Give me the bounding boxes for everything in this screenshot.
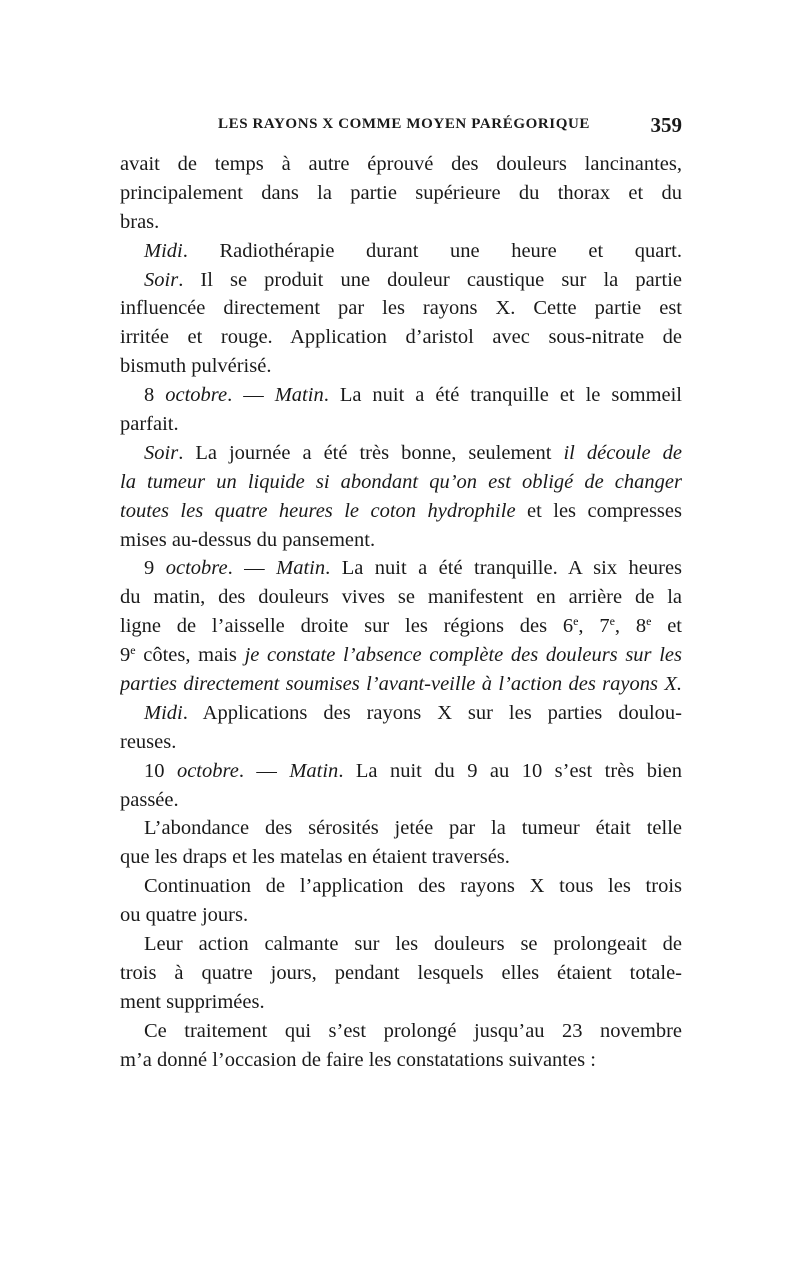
text-run: côtes, mais xyxy=(135,644,245,667)
italic-text: Midi xyxy=(144,701,183,724)
italic-text: Soir xyxy=(144,268,179,291)
body-text xyxy=(120,150,682,1075)
superscript: e xyxy=(573,614,579,629)
text-run: bismuth pulvérisé. xyxy=(120,355,272,378)
text-run: . Radiothérapie durant une heure et quart. xyxy=(182,239,682,262)
italic-text: toutes les quatre heures le coton hydrophile xyxy=(120,499,516,522)
text-line xyxy=(120,497,682,526)
superscript: e xyxy=(646,614,652,629)
text-line xyxy=(120,1017,682,1046)
text-run: ment supprimées. xyxy=(120,990,265,1013)
text-line xyxy=(120,410,682,439)
text-line xyxy=(120,468,682,497)
text-run: et les compresses xyxy=(515,499,682,522)
text-line xyxy=(120,814,682,843)
text-line xyxy=(120,237,682,266)
text-run: principalement dans la partie supérieure du thorax et du xyxy=(120,181,682,204)
text-run: 9 xyxy=(144,557,166,580)
text-run: , 8 xyxy=(614,615,647,638)
text-run: du matin, des douleurs vives se manifestent en arrière de la xyxy=(120,586,682,609)
text-run: Continuation de l’application des rayons X tous les trois xyxy=(144,875,682,898)
text-line xyxy=(120,641,682,670)
text-run: que les draps et les matelas en étaient traversés. xyxy=(120,846,510,869)
text-line xyxy=(120,323,682,352)
running-head xyxy=(120,113,682,140)
text-line xyxy=(120,699,682,728)
text-run: Ce traitement qui s’est prolongé jusqu’au 23 novembre xyxy=(144,1019,682,1042)
text-run: . La nuit a été tranquille. A six heures xyxy=(325,557,682,580)
text-line xyxy=(120,179,682,208)
text-run: 10 xyxy=(144,759,177,782)
text-line xyxy=(120,930,682,959)
text-line xyxy=(120,843,682,872)
text-run: . — xyxy=(227,384,275,407)
italic-text: octobre xyxy=(176,759,239,782)
text-run: L’abondance des sérosités jetée par la tumeur était telle xyxy=(144,817,682,840)
text-run: reuses. xyxy=(120,730,177,753)
text-line xyxy=(120,526,682,555)
text-line xyxy=(120,381,682,410)
text-line xyxy=(120,757,682,786)
page-number: 359 xyxy=(650,113,682,137)
text-line xyxy=(120,294,682,323)
text-run: et xyxy=(651,615,682,638)
text-run: ou quatre jours. xyxy=(120,904,249,927)
italic-text: parties directement soumises l’avant-veille à l’action des rayons X. xyxy=(120,673,682,696)
text-line xyxy=(120,554,682,583)
text-run: . — xyxy=(227,557,277,580)
text-line xyxy=(120,786,682,815)
text-line xyxy=(120,1046,682,1075)
text-run: influencée directement par les rayons X. Cette partie est xyxy=(120,297,682,320)
superscript: e xyxy=(609,614,615,629)
text-line xyxy=(120,959,682,988)
text-run: bras. xyxy=(120,210,160,233)
text-line xyxy=(120,150,682,179)
italic-text: octobre xyxy=(165,557,228,580)
text-run: mises au-dessus du pansement. xyxy=(120,528,376,551)
italic-text: Matin xyxy=(276,557,326,580)
text-line xyxy=(120,266,682,295)
italic-text: Matin xyxy=(289,759,339,782)
text-line xyxy=(120,670,682,699)
italic-text: Soir xyxy=(144,441,179,464)
text-run: . Applications des rayons X sur les parties doulou- xyxy=(182,701,682,724)
text-run: . La journée a été très bonne, seulement xyxy=(178,441,564,464)
text-line xyxy=(120,612,682,641)
italic-text: il découle de xyxy=(563,441,682,464)
text-run: . — xyxy=(238,759,290,782)
text-run: irritée et rouge. Application d’aristol avec sous-nitrate de xyxy=(120,326,682,349)
running-title: LES RAYONS X COMME MOYEN PARÉGORIQUE xyxy=(218,116,591,132)
text-line xyxy=(120,872,682,901)
italic-text: Midi xyxy=(144,239,183,262)
text-run: trois à quatre jours, pendant lesquels elles étaient totale- xyxy=(120,961,682,984)
italic-text: je constate l’absence complète des douleurs sur les xyxy=(244,644,682,667)
text-run: passée. xyxy=(120,788,179,811)
text-line xyxy=(120,988,682,1017)
text-line xyxy=(120,439,682,468)
text-line xyxy=(120,208,682,237)
text-run: m’a donné l’occasion de faire les constatations suivantes : xyxy=(120,1048,596,1071)
text-line xyxy=(120,352,682,381)
text-line xyxy=(120,728,682,757)
text-run: Leur action calmante sur les douleurs se prolongeait de xyxy=(144,933,682,956)
text-run: , 7 xyxy=(578,615,610,638)
text-run: . La nuit du 9 au 10 s’est très bien xyxy=(338,759,682,782)
text-run: . Il se produit une douleur caustique sur la partie xyxy=(178,268,682,291)
text-run: avait de temps à autre éprouvé des douleurs lancinantes, xyxy=(120,153,682,175)
text-line xyxy=(120,583,682,612)
superscript: e xyxy=(130,643,136,658)
text-run: 9 xyxy=(120,644,131,667)
text-run: ligne de l’aisselle droite sur les régions des 6 xyxy=(120,615,574,638)
italic-text: Matin xyxy=(274,384,324,407)
italic-text: la tumeur un liquide si abondant qu’on est obligé de changer xyxy=(120,470,682,493)
text-run: . La nuit a été tranquille et le sommeil xyxy=(323,384,682,407)
italic-text: octobre xyxy=(165,384,228,407)
text-run: parfait. xyxy=(120,413,179,436)
text-run: 8 xyxy=(144,384,166,407)
text-line xyxy=(120,901,682,930)
